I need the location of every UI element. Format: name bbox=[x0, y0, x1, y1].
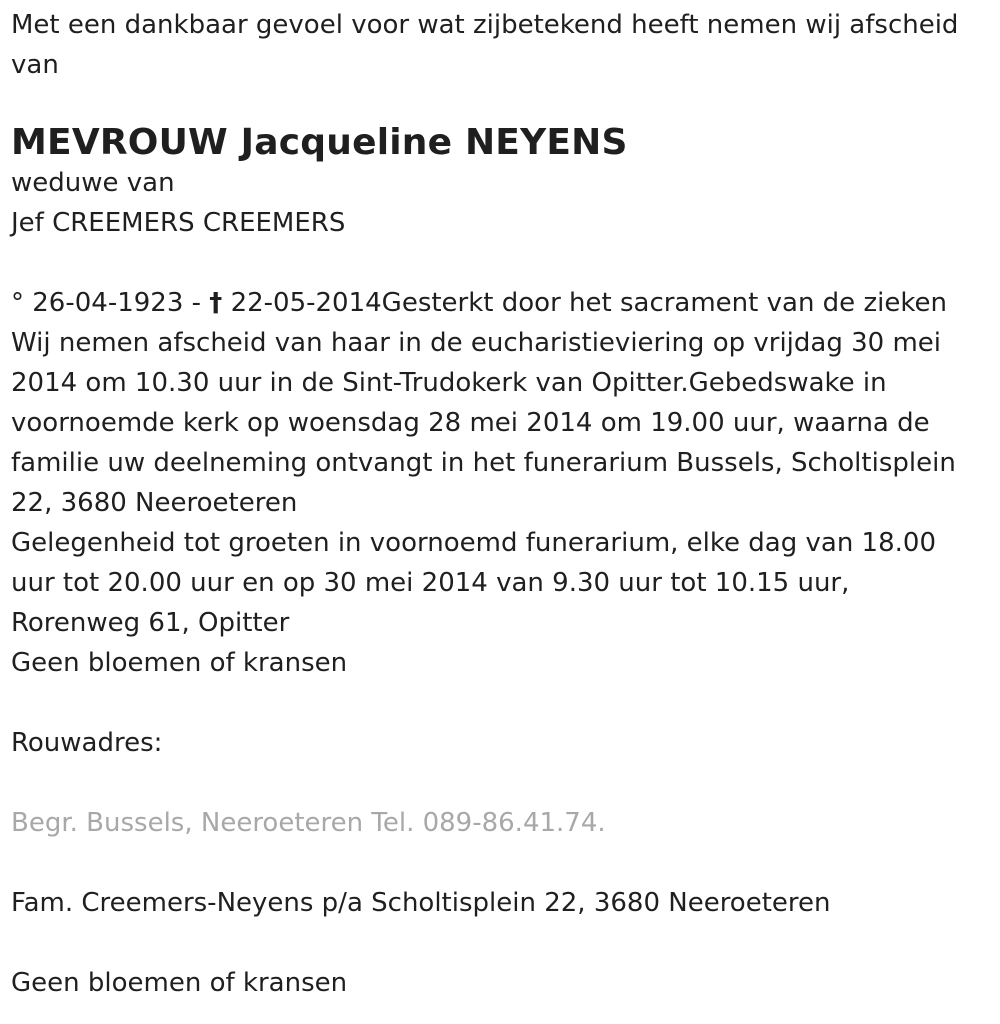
spacer bbox=[11, 85, 991, 123]
ceremony-text: Wij nemen afscheid van haar in de eucharistieviering op vrijdag 30 mei 2014 om 10.30 uur in de Sint-Trudokerk van Opitter.Gebedswake in voornoemde kerk op woensdag 28 mei 2014 om 19.00 uur, waarna de familie uw deelneming ontvangt in het funerarium Bussels, Scholtisplein 22, 3680 Neeroeteren bbox=[11, 328, 956, 518]
sacrament-text: Gesterkt door het sacrament van de zieken bbox=[381, 288, 947, 318]
deceased-name: MEVROUW Jacqueline NEYENS bbox=[11, 122, 628, 163]
spacer bbox=[11, 243, 991, 283]
spouse-name: Jef CREEMERS CREEMERS bbox=[11, 208, 346, 238]
birth-symbol: ° bbox=[11, 288, 24, 318]
date-separator: - bbox=[191, 288, 202, 318]
family-address: Fam. Creemers-Neyens p/a Scholtisplein 22, 3680 Neeroeteren bbox=[11, 888, 831, 918]
visitation-text: Gelegenheid tot groeten in voornoemd funerarium, elke dag van 18.00 uur tot 20.00 uur en op 30 mei 2014 van 9.30 uur tot 10.15 uur, Rorenweg 61, Opitter bbox=[11, 528, 936, 638]
intro-text: Met een dankbaar gevoel voor wat zijbetekend heeft nemen wij afscheid van bbox=[11, 10, 959, 80]
flowers-note: Geen bloemen of kransen bbox=[11, 648, 348, 678]
flowers-note-footer: Geen bloemen of kransen bbox=[11, 968, 348, 998]
undertaker-contact: Begr. Bussels, Neeroeteren Tel. 089-86.41.74. bbox=[11, 808, 606, 838]
spacer bbox=[11, 683, 991, 723]
dates-line bbox=[11, 283, 991, 323]
spacer bbox=[11, 843, 991, 883]
relation-label: weduwe van bbox=[11, 168, 175, 198]
obituary-notice bbox=[11, 5, 991, 1003]
spacer bbox=[11, 763, 991, 803]
mourning-address-label: Rouwadres: bbox=[11, 728, 163, 758]
death-date: 22-05-2014 bbox=[230, 288, 382, 318]
birth-date: 26-04-1923 bbox=[32, 288, 184, 318]
cross-icon: † bbox=[209, 288, 223, 318]
spacer bbox=[11, 923, 991, 963]
